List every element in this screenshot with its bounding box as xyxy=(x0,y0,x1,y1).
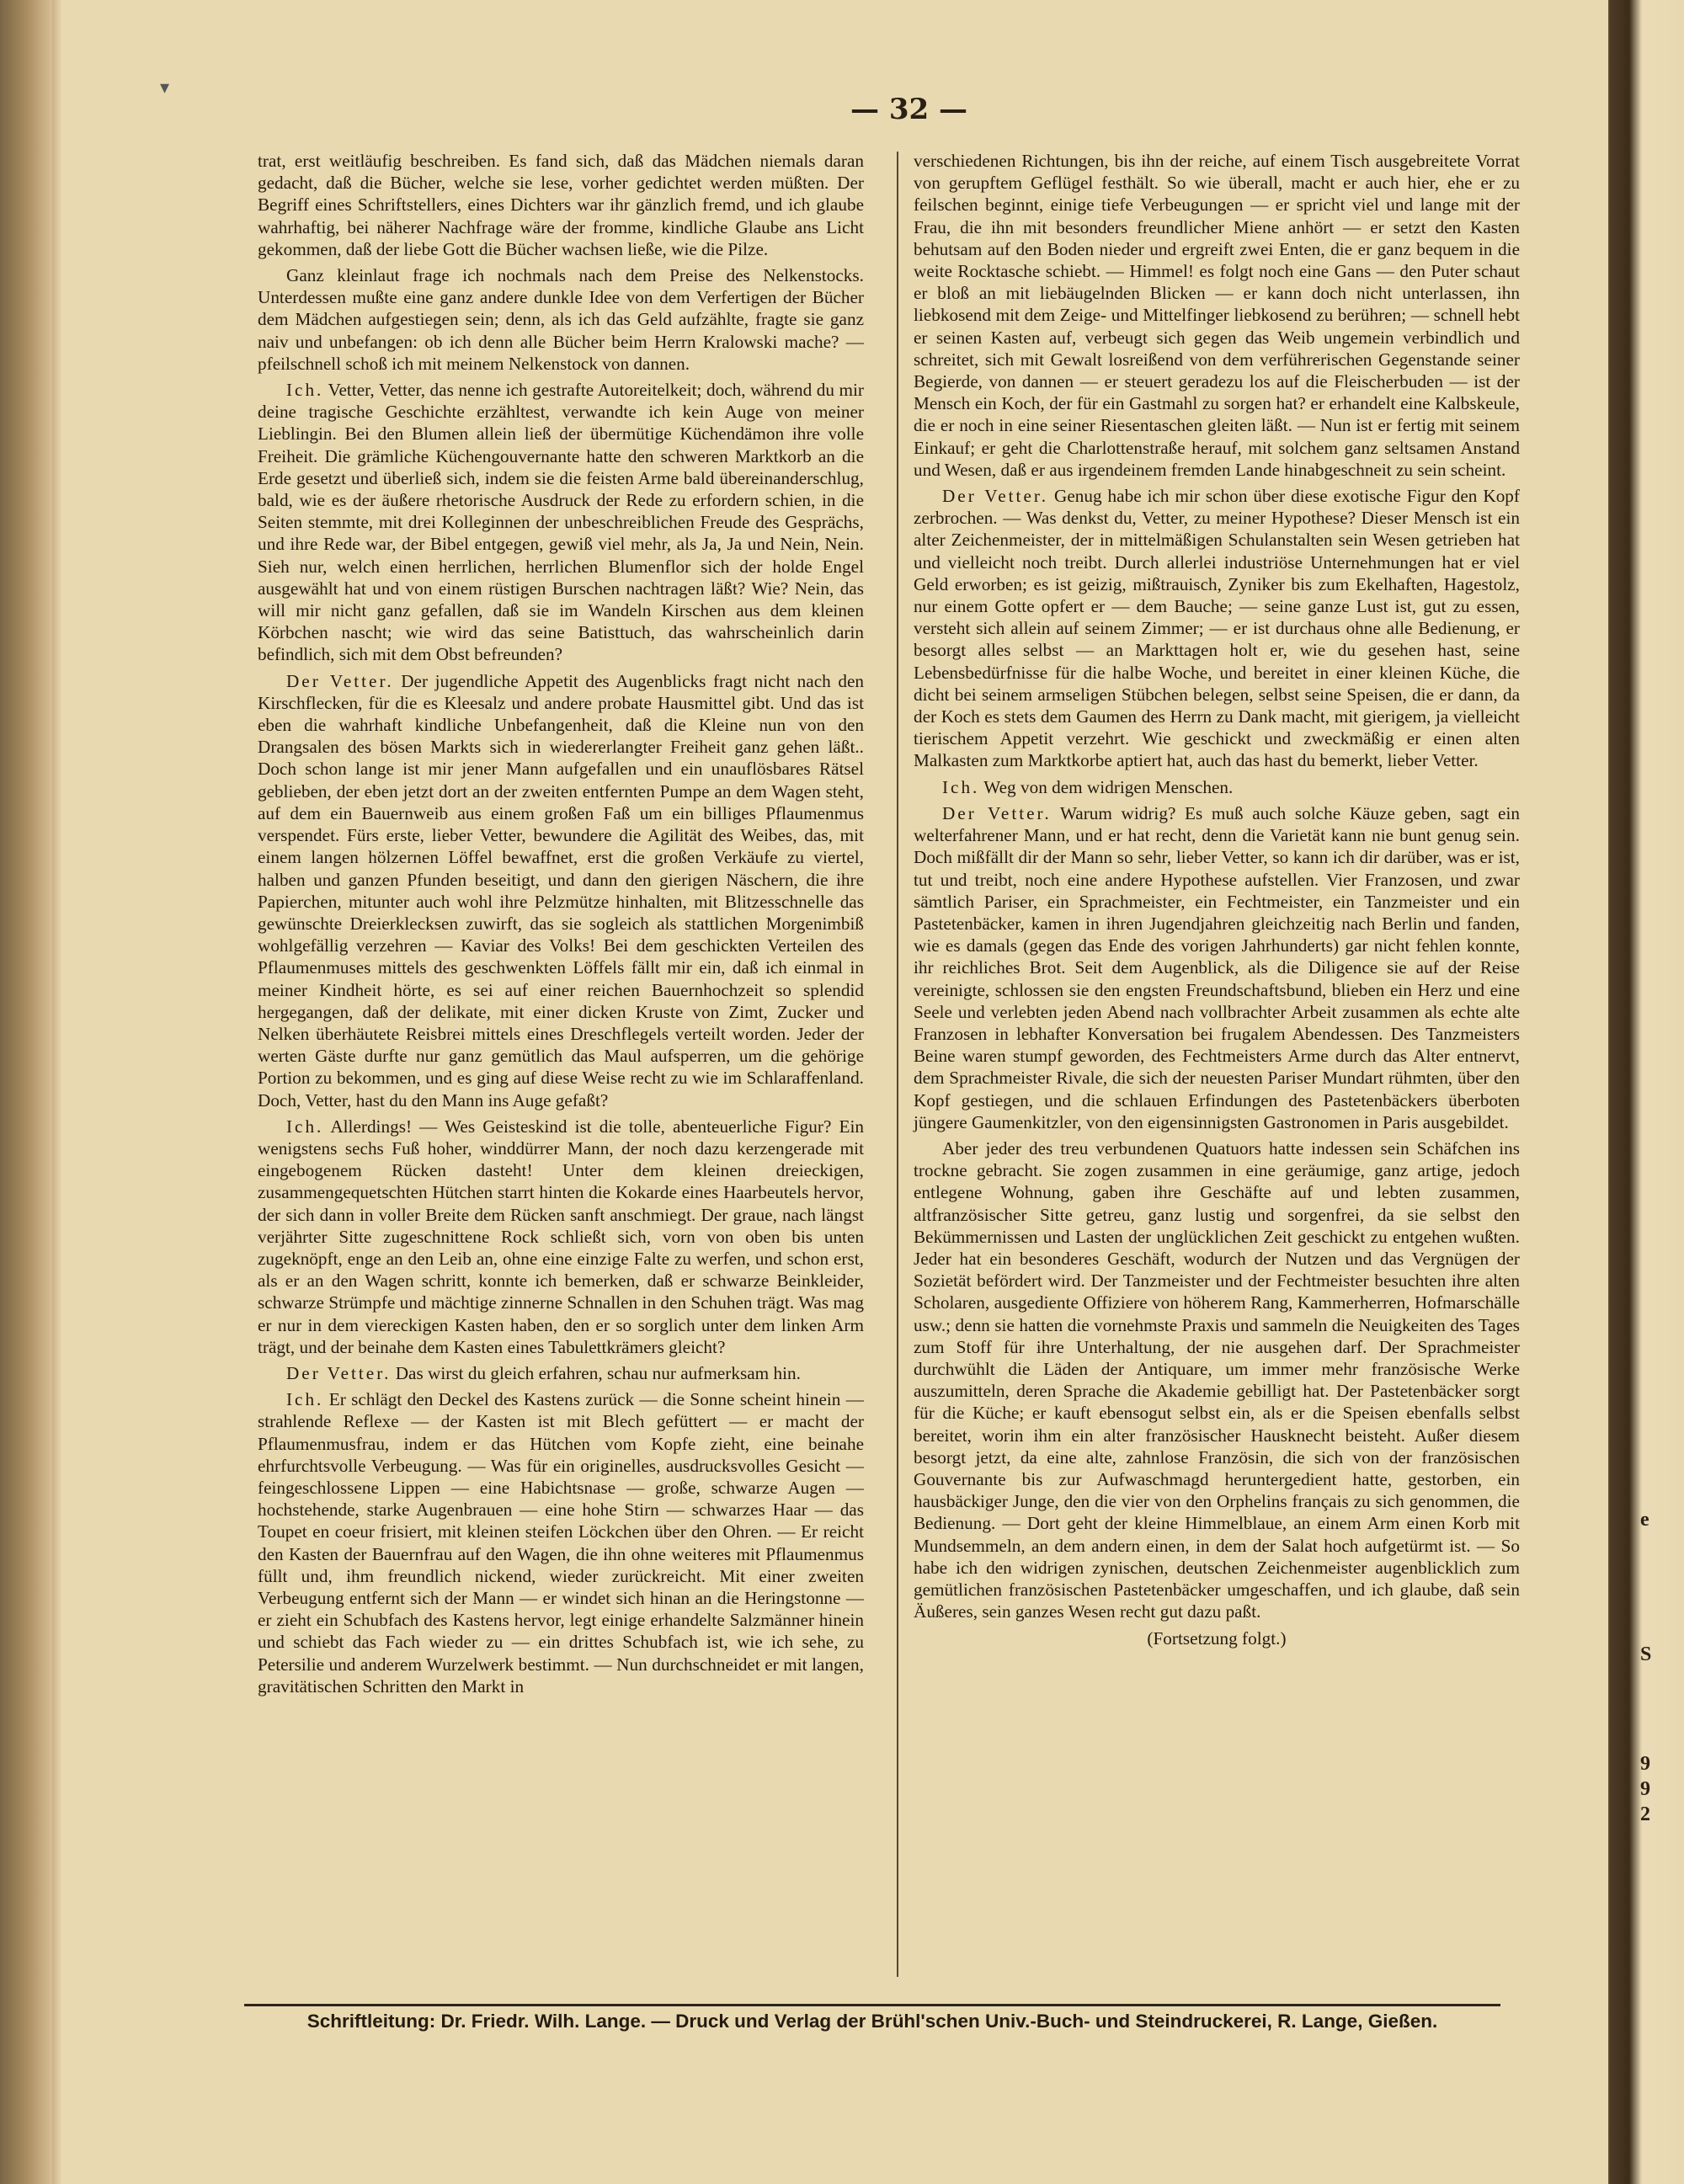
next-page-fragment: 9 xyxy=(1640,1778,1650,1800)
speaker-label: Der Vetter. xyxy=(942,486,1049,507)
next-page-fragment: S xyxy=(1640,1643,1652,1665)
column-divider xyxy=(897,152,898,1977)
continuation-note: (Fortsetzung folgt.) xyxy=(1147,1628,1287,1649)
speaker-label: Ich. xyxy=(286,1116,324,1137)
paragraph: Der Vetter. Warum widrig? Es muß auch solche Käuze geben, sagt ein welterfahrener Mann, und er hat recht, denn die Varietät kann nie bunt genug sein. Doch mißfällt dir der Mann so sehr, lieber Vetter, so kann ich dir darüber, was er ist, tut und treibt, noch eine andere Hypothese aufstellen. Vier Franzosen, und zwar sämtlich Pariser, ein Sprachmeister, ein Fechtmeister, ein Tanzmeister und ein Pastetenbäcker, kamen in ihren Jugendjahren gleichzeitig nach Berlin und fanden, wie es damals (gegen das Ende des vorigen Jahrhunderts) gar nicht fehlen konnte, ihr reichliches Brot. Seit dem Augenblick, als die Diligence sie auf der Reise vereinigte, schlossen sie den engsten Freundschaftsbund, blieben ein Herz und eine Seele und verlebten jeden Abend nach vollbrachter Arbeit zusammen als echte alte Franzosen in lebhafter Konversation bei frugalem Abendessen. Des Tanzmeisters Beine waren stumpf geworden, des Fechtmeisters Arme durch das Alter entnervt, dem Sprachmeister Rivale, die sich der neuesten Pariser Mundart rühmten, über den Kopf gestiegen, und die schlauen Erfindungen des Pastetenbäckers überboten jüngere Gaumenkitzler, von den eigensinnigsten Gastronomen in Paris ausgebildet. xyxy=(914,802,1521,1132)
speaker-label: Ich. xyxy=(286,1389,324,1410)
speaker-label: Der Vetter. xyxy=(286,670,394,691)
paragraph: Der Vetter. Genug habe ich mir schon über diese exotische Figur den Kopf zerbrochen. — Was denkst du, Vetter, zu meiner Hypothese? Dieser Mensch ist ein alter Zeichenmeister, der in mittelmäßigen Schulanstalten sein Wesen getrieben hat und vielleicht noch treibt. Durch allerlei industriöse Unternehmungen hat er viel Geld erworben; es ist geizig, mißtrauisch, Zyniker bis zum Ekelhaften, Hagestolz, nur einem Gotte opfert er — dem Bauche; — seine ganze Lust ist, gut zu essen, versteht sich allein auf seinem Zimmer; — er ist durchaus ohne alle Bedienung, er besorgt alles selbst — an Markttagen holt er, wie du gesehen hast, seine Lebensbedürfnisse für die halbe Woche, und bereitet in einer kleinen Küche, die dicht bei seinem armseligen Stübchen belegen, selbst seine Speisen, die er dann, da der Koch es stets dem Gaumen des Herrn zu Dank macht, mit gierigem, ja vielleicht tierischem Appetit verzehrt. Wie geschickt und zweckmäßig er einen alten Malkasten zum Marktkorbe aptiert hat, auch das hast du bemerkt, lieber Vetter. xyxy=(914,486,1520,771)
paragraph: Aber jeder des treu verbundenen Quatuors hatte indessen sein Schäfchen ins trockne gebracht. Sie zogen zusammen in eine geräumige, ganz artige, jedoch entlegene Wohnung, gaben ihre Geschäfte auf und lebten zusammen, altfranzösischer Sitte getreu, ganz lustig und sorgenfrei, da sie selbst den Bekümmernissen und Lasten der unglücklichen Zeit geschickt zu entgehen wußten. Jeder hat ein besonderes Geschäft, wodurch der Nutzen und das Vergnügen der Sozietät befördert wird. Der Tanzmeister und der Fechtmeister besuchten ihre alten Scholaren, ausgediente Offiziere von höherem Rang, Kammerherren, Hofmarschälle usw.; denn sie hatten die vornehmste Praxis und sammeln die Neuigkeiten des Tages zum Stoff für ihre Unterhaltung, der nie ausgehen darf. Der Sprachmeister durchwühlt die Läden der Antiquare, um immer mehr französische Werke auszumitteln, deren Sprache die Akademie gebilligt hat. Der Pastetenbäcker sorgt für die Küche; er kauft ebensogut selbst ein, als er die Speisen ebenfalls selbst bereitet, worin ihm ein alter französischer Hausknecht beisteht. Außer diesem besorgt jetzt, da eine alte, zahnlose Französin, die sich von der französischen Gouvernante bis zur Aufwaschmagd heruntergedient hatte, gestorben, ein hausbäckiger Junge, den die vier von den Orphelins français zu sich genommen, die Bedienung. — Dort geht der kleine Himmelblaue, an einem Arm einen Korb mit Mundsemmeln, an dem andern einen, in dem der Salat hoch aufgetürmt ist. — So habe ich den widrigen zynischen, deutschen Zeichenmeister augenblicklich zum gemütlichen französischen Pastetenbäcker umgeschaffen, und ich glaube, daß sein Äußeres, sein ganzes Wesen recht gut dazu paßt. xyxy=(914,1137,1520,1622)
speaker-label: Ich. xyxy=(942,776,980,797)
book-gutter xyxy=(52,0,62,2184)
paragraph: Der Vetter. Das wirst du gleich erfahren, schau nur aufmerksam hin. xyxy=(286,1362,801,1383)
page-number: — 32 — xyxy=(850,93,967,126)
paragraph: Ich. Allerdings! — Wes Geisteskind ist die tolle, abenteuerliche Figur? Ein wenigstens sechs Fuß hoher, winddürrer Mann, der noch dazu kerzengerade mit eingebogenem Rücken dasteht! Unter dem kleinen dreieckigen, zusammengequetschten Hütchen starrt hinten die Kokarde eines Haarbeutels hervor, der sich dann in voller Breite dem Rücken sanft anschmiegt. Der graue, nach längst verjährter Sitte zugeschnittene Rock schließt sich, vorn von oben bis unten zugeknöpft, enge an den Leib an, ohne eine einzige Falte zu werfen, und schon erst, als er an den Wagen schritt, konnte ich bemerken, daß er schwarze Beinkleider, schwarze Strümpfe und mächtige zinnerne Schnallen in den Schuhen trägt. Was mag er nur in dem viereckigen Kasten haben, den er so sorglich unter dem linken Arm trägt, und der beinahe dem Kasten eines Tabulettkrämers gleicht? xyxy=(258,1116,864,1357)
paragraph: Ich. Er schlägt den Deckel des Kastens zurück — die Sonne scheint hinein — strahlende Reflexe — der Kasten ist mit Blech gefüttert — er macht der Pflaumenmusfrau, indem er das Hütchen vom Kopfe zieht, eine beinahe ehrfurchtsvolle Verbeugung. — Was für ein originelles, ausdrucksvolles Gesicht — feingeschlossene Lippen — eine Habichtsnase — große, schwarze Augen — hochstehende, starke Augenbrauen — eine hohe Stirn — schwarzes Haar — das Toupet en coeur frisiert, mit kleinen steifen Löckchen über den Ohren. — Er reicht den Kasten der Bauernfrau auf den Wagen, die ihn ohne weiteres mit Pflaumenmus füllt und, ihm freundlich nickend, wieder zurückreicht. Mit einer zweiten Verbeugung entfernt sich der Mann — er windet sich hinan an die Heringstonne — er zieht ein Schubfach des Kastens hervor, legt einige erhandelte Salzmänner hinein und schiebt das Fach wieder zu — ein drittes Schubfach ist, wie ich sehe, zu Petersilie und anderem Wurzelwerk bestimmt. — Nun durchschneidet er mit langen, gravitätischen Schritten den Markt in xyxy=(258,1389,864,1697)
right-column xyxy=(914,150,1520,1943)
next-page-fragment: 2 xyxy=(1640,1803,1650,1825)
paragraph: Ich. Weg von dem widrigen Menschen. xyxy=(942,776,1234,797)
footer-rule xyxy=(244,2004,1500,2006)
speaker-label: Der Vetter. xyxy=(942,802,1052,823)
imprint-footer: Schriftleitung: Dr. Friedr. Wilh. Lange. — Druck und Verlag der Brühl'schen Univ.-Buch- und Steindruckerei, R. Lange, Gießen. xyxy=(306,2011,1438,2032)
speaker-label: Ich. xyxy=(286,380,324,401)
speaker-label: Der Vetter. xyxy=(286,1362,392,1383)
paragraph: Ich. Vetter, Vetter, das nenne ich gestrafte Autoreitelkeit; doch, während du mir deine tragische Geschichte erzähltest, verwandte ich kein Auge von meiner Lieblingin. Bei den Blumen allein ließ der übermütige Küchendämon ihre volle Freiheit. Die grämliche Küchengouvernante hatte den schweren Marktkorb an die Erde gesetzt und überließ sich, indem sie die feisten Arme bald übereinanderschlug, bald, wie es der äußere rhetorische Ausdruck der Rede zu erfordern schien, in die Seiten stemmte, mit drei Kolleginnen der unbeschreiblichen Freude des Gesprächs, und ihre Rede war, der Bibel entgegen, gewiß viel mehr, als Ja, Ja und Nein, Nein. Sieh nur, welch einen herrlichen, herrlichen Blumenflor sich der holde Engel ausgewählt hat und von einem rüstigen Burschen nachtragen läßt? Wie? Nein, das will mir nicht ganz gefallen, daß sie im Wandeln Kirschen aus dem kleinen Körbchen nascht; wie wird das seine Batisttuch, das wahrscheinlich darin befindlich, sich mit dem Obst befreunden? xyxy=(258,380,864,665)
paragraph: trat, erst weitläufig beschreiben. Es fand sich, daß das Mädchen niemals daran gedacht, daß die Bücher, welche sie lese, vorher gedichtet werden müßten. Der Begriff eines Schriftstellers, eines Dichters war ihr gänzlich fremd, und ich glaube wahrhaftig, bei näherer Nachfrage wäre der fromme, kindliche Glaube ans Licht gekommen, daß der liebe Gott die Bücher wachsen ließe, wie die Pilze. xyxy=(258,151,864,259)
paragraph: Ganz kleinlaut frage ich nochmals nach dem Preise des Nelkenstocks. Unterdessen mußte eine ganz andere dunkle Idee von dem Verfertigen der Bücher dem Mädchen aufgestiegen sein; denn, als ich das Geld aufzählte, fragte sie ganz naiv und unbefangen: ob ich denn alle Bücher beim Herrn Kralowski mache? — pfeilschnell schoß ich mit meinem Nelkenstock von dannen. xyxy=(258,265,864,374)
paragraph: verschiedenen Richtungen, bis ihn der reiche, auf einem Tisch ausgebreitete Vorrat von gerupftem Geflügel festhält. So wie überall, macht er auch hier, ehe er zu feilschen beginnt, einige tiefe Verbeugungen — er spricht viel und lange mit der Frau, die ihn mit besonders freundlicher Miene anhört — er setzt den Kasten behutsam auf den Boden nieder und ergreift zwei Enten, die er ganz bequem in die weite Rocktasche schiebt. — Himmel! es folgt noch eine Gans — den Puter schaut er bloß an mit liebäugelnden Blicken — er kann doch nicht unterlassen, ihn liebkosend mit dem Zeige- und Mittelfinger liebkosend zu berühren; — schnell hebt er seinen Kasten auf, verbeugt sich gegen das Weib ungemein verbindlich und schreitet, sich mit Gewalt losreißend von dem verführerischen Gegenstande seiner Begierde, von dannen — er steuert geradezu los auf die Fleischerbuden — ist der Mensch ein Koch, der für ein Gastmahl zu sorgen hat? er erhandelt eine Kalbskeule, die er noch in eine seiner Riesentaschen gleiten läßt. — Nun ist er fertig mit seinem Einkauf; er geht die Charlottenstraße herauf, mit solchem ganz seltsamen Anstand und Wesen, daß er aus irgendeinem fremden Lande hinabgeschneit zu sein scheint. xyxy=(914,151,1520,480)
next-page-fragment: 9 xyxy=(1640,1753,1650,1775)
left-column xyxy=(258,150,864,2002)
paragraph: Der Vetter. Der jugendliche Appetit des Augenblicks fragt nicht nach den Kirschflecken, für die es Kleesalz und andere probate Hausmittel gibt. Und das ist eben die wahrhaft kindliche Unbefangenheit, daß die Kleine nun von den Drangsalen des bösen Markts sich in wiedererlangter Freiheit ganz gehen läßt.. Doch schon lange ist mir jener Mann aufgefallen und ein unauflösbares Rätsel geblieben, der eben jetzt dort an der zweiten entfernten Pumpe an dem Wagen steht, auf dem ein Bauernweib aus einem großen Faß um ein billiges Pflaumenmus verspendet. Fürs erste, lieber Vetter, bewundere die Agilität des Weibes, das, mit einem langen hölzernen Löffel bewaffnet, erst die großen Verkäufe zu viertel, halben und ganzen Pfunden beseitigt, und dann den gierigen Näschern, die ihre Papierchen, mitunter auch wohl ihre Pelzmütze hinhalten, mit Blitzesschnelle das gewünschte Dreierklecksen zuwirft, das sie sogleich als stattlichen Morgenimbiß wohlgefällig verzehren — Kaviar des Volks! Bei dem geschickten Verteilen des Pflaumenmuses mittels des geschwenkten Löffels fällt mir ein, daß ich einmal in meiner Kindheit hörte, es sei auf einer reichen Bauernhochzeit so splendid hergegangen, daß der delikate, mit einer dicken Kruste von Zimt, Zucker und Nelken überhäutete Reisbrei mittels eines Dreschflegels verteilt worden. Jeder der werten Gäste durfte nur ganz gemütlich das Maul aufsperren, um die gehörige Portion zu bekommen, und es ging auf diese Weise recht zu wie im Schlaraffenland. Doch, Vetter, hast du den Mann ins Auge gefaßt? xyxy=(258,670,864,1111)
next-page-fragment: e xyxy=(1640,1509,1649,1531)
corner-mark: ▾ xyxy=(160,77,170,99)
